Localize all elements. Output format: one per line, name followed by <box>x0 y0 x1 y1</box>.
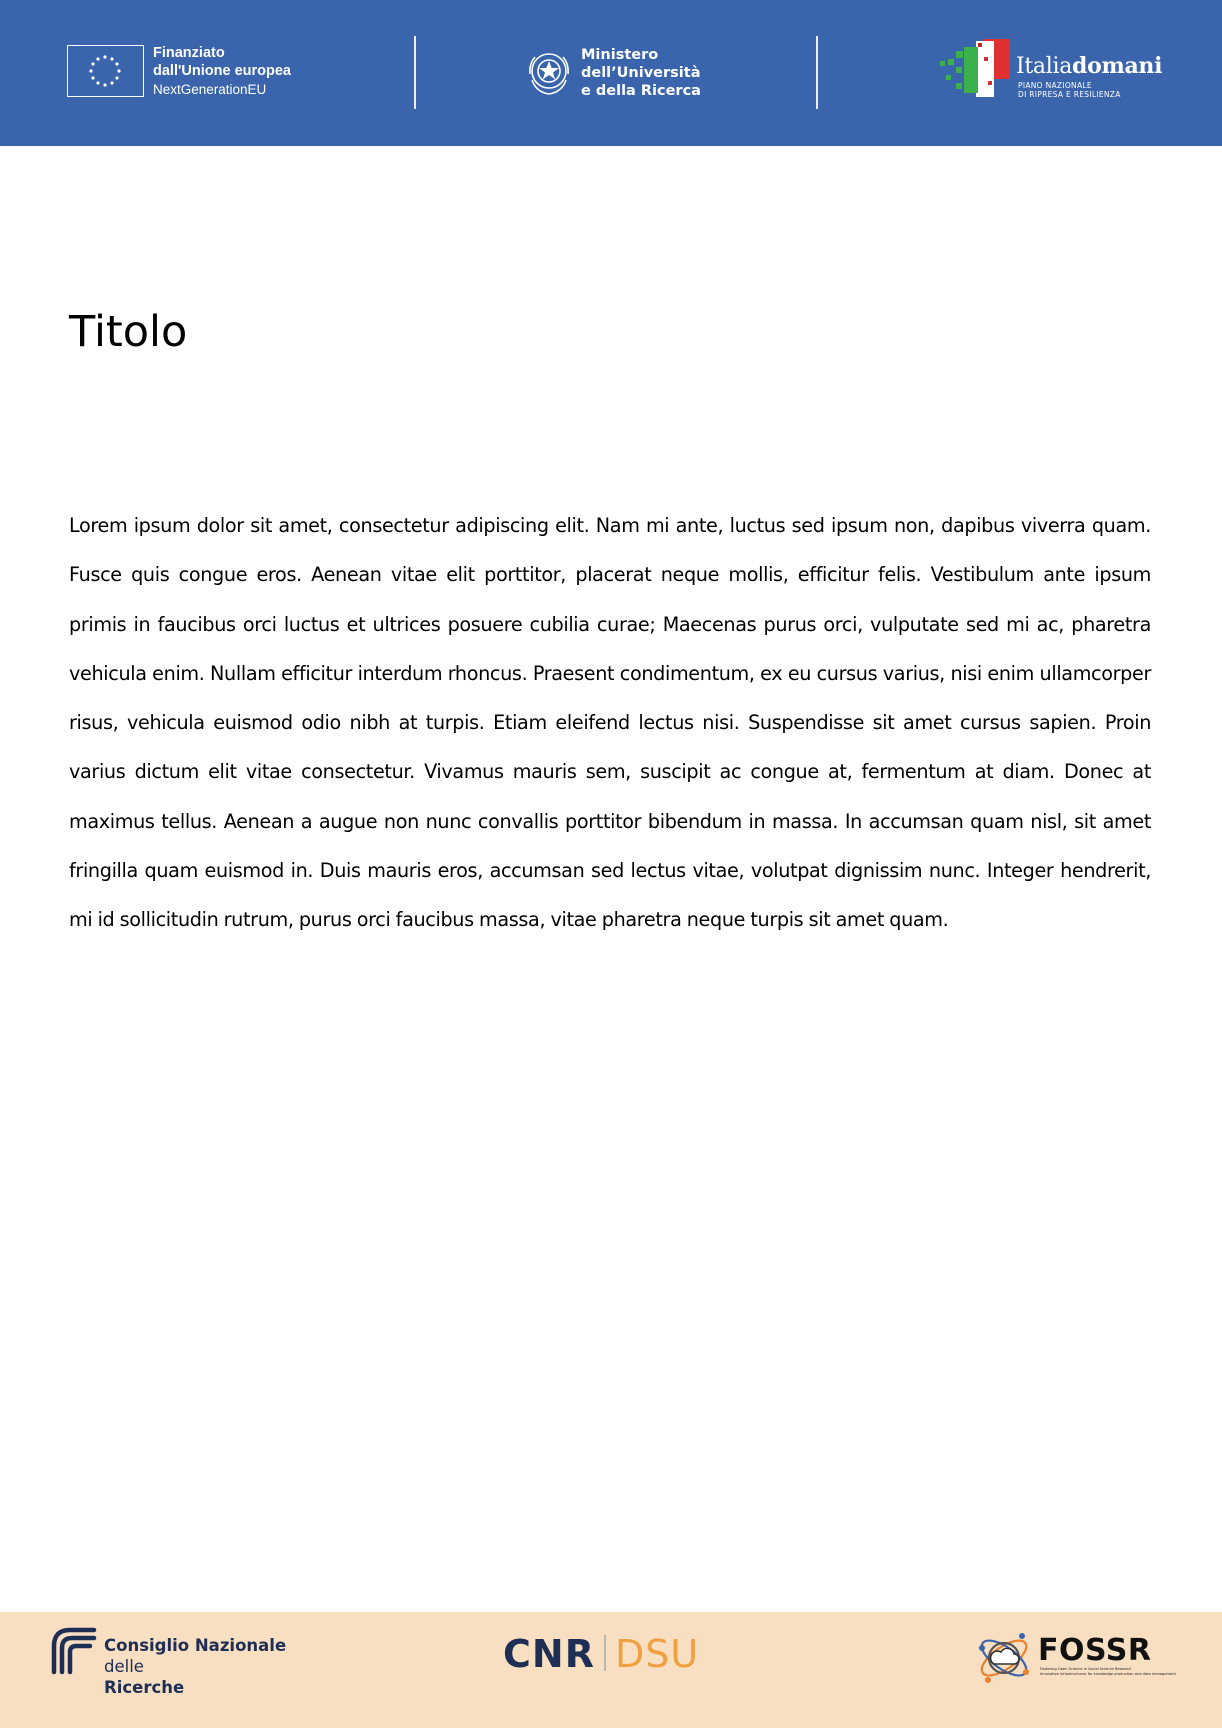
cnr-logo <box>50 1624 287 1697</box>
cnr-dsu-right: DSU <box>614 1632 700 1676</box>
header-divider <box>816 36 818 109</box>
italiadomani-name-bold: domani <box>1072 53 1163 79</box>
cloud-atom-icon <box>974 1624 1038 1688</box>
document-title: Titolo <box>69 307 188 357</box>
italian-emblem-icon <box>526 48 572 96</box>
italiadomani-name-light: Italia <box>1016 54 1073 79</box>
eu-logo-line1: Finanziato <box>153 45 225 61</box>
header-divider <box>414 36 416 109</box>
italiadomani-sub1: PIANO NAZIONALE <box>1018 81 1092 90</box>
eu-logo-line3: NextGenerationEU <box>153 82 267 97</box>
cnr-dsu-logo <box>503 1629 699 1679</box>
italian-flag-pixel-icon <box>938 37 1012 101</box>
cnr-line2-light: delle <box>104 1657 144 1676</box>
italiadomani-wordmark <box>1016 54 1162 79</box>
eu-logo-line2: dall'Unione europea <box>153 63 291 79</box>
fossr-name: FOSSR <box>1038 1633 1152 1668</box>
cnr-line2-bold: Ricerche <box>104 1678 185 1697</box>
ministry-logo <box>526 46 726 102</box>
italiadomani-logo <box>938 37 1163 103</box>
fossr-tagline2: Innovative infrastructures for knowledge production and data management <box>1040 1671 1176 1676</box>
cnr-dsu-divider <box>604 1635 606 1671</box>
italiadomani-sub2: DI RIPRESA E RESILIENZA <box>1018 90 1121 99</box>
eu-funding-logo <box>67 45 327 101</box>
fossr-logo <box>974 1624 1176 1688</box>
ministry-line2: dell’Università <box>581 65 701 81</box>
document-paragraph: Lorem ipsum dolor sit amet, consectetur adipiscing elit. Nam mi ante, luctus sed ipsum non, dapibus viverra quam. Fusce quis congue eros. Aenean vitae elit porttitor, placerat neque mollis, efficitur felis. Vestibulum ante ipsum primis in faucibus orci luctus et ultrices posuere cubilia curae; Maecenas purus orci, vulputate sed mi ac, pharetra vehicula enim. Nullam efficitur interdum rhoncus. Praesent condimentum, ex eu cursus varius, nisi enim ullamcorper risus, vehicula euismod odio nibh at turpis. Etiam eleifend lectus nisi. Suspendisse sit amet cursus sapien. Proin varius dictum elit vitae consectetur. Vivamus mauris sem, suscipit ac congue at, fermentum at diam. Donec at maximus tellus. Aenean a augue non nunc convallis porttitor bibendum in massa. In accumsan quam nisl, sit amet fringilla quam euismod in. Duis mauris eros, accumsan sed lectus vitae, volutpat dignissim nunc. Integer hendrerit, mi id sollicitudin rutrum, purus orci faucibus massa, vitae pharetra neque turpis sit amet quam. <box>69 514 1151 932</box>
cnr-dsu-left: CNR <box>503 1632 595 1676</box>
footer-bar <box>0 1612 1222 1728</box>
ministry-line3: e della Ricerca <box>581 83 701 99</box>
fossr-tagline1: Fostering Open Science in Social Science Research <box>1040 1667 1132 1671</box>
cnr-line1: Consiglio Nazionale <box>104 1636 287 1655</box>
header-bar <box>0 0 1222 146</box>
ministry-line1: Ministero <box>581 47 659 63</box>
cnr-arc-icon <box>50 1626 100 1676</box>
eu-flag-icon <box>67 45 144 97</box>
